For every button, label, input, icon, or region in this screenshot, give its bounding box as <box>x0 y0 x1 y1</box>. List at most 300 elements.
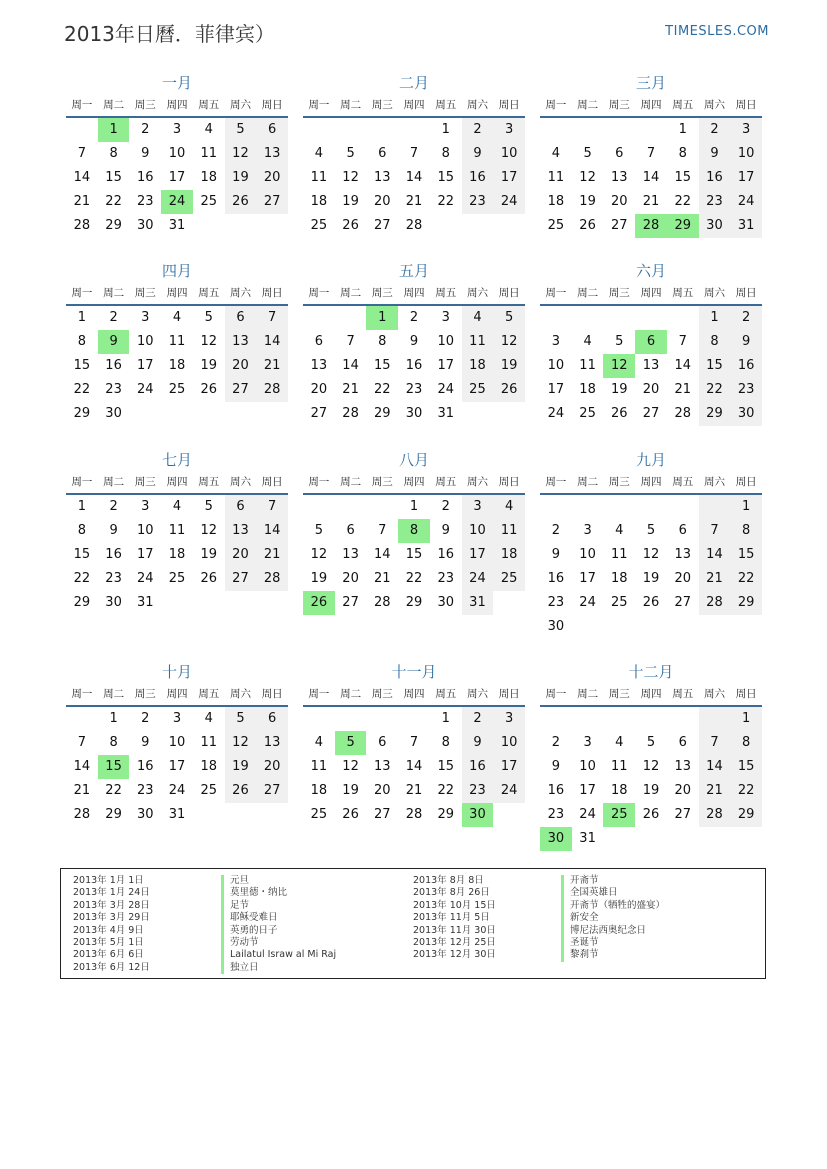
empty-day <box>603 118 635 142</box>
empty-day <box>398 118 430 142</box>
day-cell: 8 <box>77 523 86 538</box>
week-row <box>66 707 288 731</box>
day-cell: 6 <box>615 146 624 161</box>
day-cell: 9 <box>551 759 560 774</box>
empty-day <box>225 591 257 615</box>
day-cell: 7 <box>646 146 656 161</box>
weekday-label: 周日 <box>498 688 520 700</box>
weekday-header <box>303 471 525 495</box>
day-cell: 13 <box>642 358 660 373</box>
day-cell: 12 <box>642 759 660 774</box>
month-2 <box>303 72 525 238</box>
weekday-label: 周一 <box>71 287 93 299</box>
day-cell: 18 <box>462 354 494 378</box>
month-4 <box>66 260 288 426</box>
day-cell: 2 <box>409 310 419 325</box>
week-row <box>66 755 288 779</box>
holiday-date: 2013年 3月 29日 <box>73 912 150 924</box>
day-cell: 4 <box>172 310 182 325</box>
day-cell: 9 <box>141 146 150 161</box>
empty-day <box>540 306 572 330</box>
day-cell: 29 <box>667 214 699 238</box>
weekday-label: 周日 <box>261 688 283 700</box>
day-cell: 24 <box>730 190 762 214</box>
day-cell: 2 <box>109 310 118 325</box>
day-cell: 14 <box>699 755 731 779</box>
day-cell: 21 <box>405 783 423 798</box>
day-cell: 22 <box>105 194 122 209</box>
day-cell: 27 <box>256 779 288 803</box>
empty-day <box>635 707 667 731</box>
day-cell: 3 <box>172 122 182 137</box>
day-cell: 30 <box>462 803 494 827</box>
day-cell: 23 <box>547 595 565 610</box>
weekday-label: 周二 <box>103 287 125 299</box>
day-cell: 8 <box>109 735 118 750</box>
empty-day <box>335 495 367 519</box>
day-cell: 20 <box>642 382 660 397</box>
day-cell: 25 <box>200 194 217 209</box>
day-cell: 3 <box>462 495 494 519</box>
day-cell: 13 <box>342 547 359 562</box>
day-cell: 22 <box>105 783 122 798</box>
week-row <box>303 402 525 426</box>
day-cell: 1 <box>109 711 118 726</box>
weekday-label: 周日 <box>735 476 757 488</box>
day-cell: 28 <box>342 406 359 421</box>
day-cell: 27 <box>611 218 628 233</box>
weekday-label: 周三 <box>134 688 156 700</box>
weekday-header <box>540 282 762 306</box>
day-cell: 19 <box>642 571 660 586</box>
day-cell: 17 <box>137 358 154 373</box>
day-cell: 4 <box>204 711 213 726</box>
weekday-label: 周一 <box>545 287 567 299</box>
holiday-name: 劳动节 <box>221 937 336 949</box>
day-cell: 13 <box>225 330 257 354</box>
day-cell: 21 <box>374 571 391 586</box>
day-cell: 15 <box>98 755 130 779</box>
weekday-label: 周二 <box>103 99 125 111</box>
weekday-header <box>66 94 288 118</box>
empty-day <box>493 803 525 827</box>
day-cell: 5 <box>346 146 355 161</box>
week-row <box>303 166 525 190</box>
empty-day <box>462 402 494 426</box>
empty-day <box>256 214 288 238</box>
day-cell: 5 <box>646 735 656 750</box>
day-cell: 19 <box>342 783 359 798</box>
weekday-label: 周四 <box>166 688 188 700</box>
empty-day <box>430 214 462 238</box>
day-cell: 13 <box>256 142 288 166</box>
day-cell: 27 <box>374 807 391 822</box>
weekday-label: 周六 <box>229 99 251 111</box>
day-cell: 18 <box>200 170 217 185</box>
day-cell: 5 <box>314 523 323 538</box>
day-cell: 6 <box>225 306 257 330</box>
weekday-label: 周日 <box>261 99 283 111</box>
day-cell: 15 <box>437 170 454 185</box>
empty-day <box>699 615 731 639</box>
week-row <box>303 543 525 567</box>
empty-day <box>193 402 225 426</box>
weekday-label: 周一 <box>308 99 330 111</box>
day-cell: 8 <box>441 735 450 750</box>
day-cell: 11 <box>168 523 186 538</box>
day-cell: 6 <box>256 118 288 142</box>
weekday-label: 周五 <box>198 287 220 299</box>
month-row <box>66 449 762 639</box>
day-cell: 22 <box>73 571 91 586</box>
month-name: 五月 <box>398 262 429 280</box>
day-cell: 5 <box>225 118 257 142</box>
week-row <box>540 731 762 755</box>
brand-link[interactable]: TIMESLES.COM <box>665 24 769 39</box>
day-cell: 16 <box>137 759 154 774</box>
weekday-label: 周六 <box>229 287 251 299</box>
weekday-label: 周一 <box>545 476 567 488</box>
holiday-dates-left <box>73 875 150 974</box>
day-cell: 1 <box>77 310 86 325</box>
week-row <box>66 543 288 567</box>
day-cell: 29 <box>730 803 762 827</box>
holiday-date: 2013年 4月 9日 <box>73 924 144 936</box>
empty-day <box>225 803 257 827</box>
day-cell: 25 <box>168 571 186 586</box>
empty-day <box>398 707 430 731</box>
week-row <box>303 803 525 827</box>
weekday-label: 周日 <box>498 476 520 488</box>
week-row <box>66 731 288 755</box>
day-cell: 26 <box>642 595 660 610</box>
day-cell: 15 <box>730 543 762 567</box>
weekday-label: 周日 <box>735 287 757 299</box>
week-row <box>66 214 288 238</box>
day-cell: 27 <box>342 595 359 610</box>
day-cell: 9 <box>551 547 560 562</box>
day-cell: 27 <box>674 595 691 610</box>
day-cell: 29 <box>73 595 91 610</box>
weekday-label: 周一 <box>308 688 330 700</box>
day-cell: 15 <box>405 547 423 562</box>
empty-day <box>366 707 398 731</box>
day-cell: 28 <box>256 378 288 402</box>
day-cell: 30 <box>437 595 454 610</box>
empty-day <box>335 118 367 142</box>
day-cell: 22 <box>405 571 423 586</box>
day-cell: 23 <box>437 571 454 586</box>
day-cell: 16 <box>547 571 565 586</box>
empty-day <box>603 827 635 851</box>
day-cell: 3 <box>583 735 592 750</box>
weekday-label: 周六 <box>466 99 488 111</box>
weekday-label: 周五 <box>198 688 220 700</box>
day-cell: 7 <box>409 735 419 750</box>
holiday-names-left <box>221 875 336 974</box>
day-cell: 8 <box>109 146 118 161</box>
day-cell: 1 <box>98 118 130 142</box>
day-cell: 17 <box>730 166 762 190</box>
day-cell: 12 <box>342 170 359 185</box>
day-cell: 22 <box>437 194 454 209</box>
empty-day <box>540 707 572 731</box>
day-cell: 23 <box>105 571 122 586</box>
week-row <box>66 567 288 591</box>
weekday-label: 周五 <box>672 99 694 111</box>
day-cell: 1 <box>441 122 450 137</box>
day-cell: 21 <box>256 543 288 567</box>
weekday-label: 周三 <box>608 99 630 111</box>
weekday-label: 周二 <box>103 476 125 488</box>
day-cell: 28 <box>374 595 391 610</box>
weekday-label: 周四 <box>640 476 662 488</box>
day-cell: 11 <box>200 735 217 750</box>
weekday-label: 周六 <box>703 688 725 700</box>
weekday-label: 周五 <box>198 476 220 488</box>
day-cell: 26 <box>200 571 217 586</box>
month-row <box>66 72 762 238</box>
day-cell: 29 <box>405 595 423 610</box>
day-cell: 14 <box>256 519 288 543</box>
month-12 <box>540 661 762 851</box>
weekday-label: 周四 <box>403 99 425 111</box>
day-cell: 11 <box>611 547 628 562</box>
day-cell: 11 <box>200 146 217 161</box>
weekday-header <box>303 683 525 707</box>
day-cell: 10 <box>730 142 762 166</box>
day-cell: 12 <box>642 547 660 562</box>
empty-day <box>303 118 335 142</box>
week-row <box>540 707 762 731</box>
weekday-label: 周二 <box>577 287 599 299</box>
day-cell: 13 <box>674 759 691 774</box>
week-row <box>303 142 525 166</box>
day-cell: 27 <box>256 190 288 214</box>
empty-day <box>603 707 635 731</box>
day-cell: 2 <box>551 735 560 750</box>
month-name: 八月 <box>398 451 429 469</box>
day-cell: 17 <box>437 358 454 373</box>
week-row <box>66 591 288 615</box>
empty-day <box>493 591 525 615</box>
day-cell: 8 <box>678 146 687 161</box>
week-row <box>303 591 525 615</box>
day-cell: 3 <box>441 310 450 325</box>
day-cell: 24 <box>161 190 193 214</box>
week-row <box>540 378 762 402</box>
day-cell: 26 <box>342 218 359 233</box>
day-cell: 27 <box>674 807 691 822</box>
day-cell: 19 <box>200 547 217 562</box>
weekday-label: 周六 <box>229 476 251 488</box>
week-row <box>540 214 762 238</box>
empty-day <box>256 402 288 426</box>
weekday-label: 周五 <box>435 287 457 299</box>
day-cell: 25 <box>200 783 217 798</box>
day-cell: 30 <box>405 406 423 421</box>
day-cell: 14 <box>73 759 91 774</box>
day-cell: 19 <box>611 382 628 397</box>
empty-day <box>256 591 288 615</box>
day-cell: 18 <box>310 194 328 209</box>
day-cell: 24 <box>579 807 596 822</box>
day-cell: 4 <box>314 735 323 750</box>
day-cell: 28 <box>635 214 667 238</box>
weekday-label: 周一 <box>71 688 93 700</box>
day-cell: 24 <box>493 190 525 214</box>
empty-day <box>225 214 257 238</box>
day-cell: 22 <box>699 378 731 402</box>
day-cell: 24 <box>137 382 154 397</box>
day-cell: 17 <box>579 783 596 798</box>
weekday-label: 周一 <box>545 99 567 111</box>
empty-day <box>66 707 98 731</box>
week-row <box>66 779 288 803</box>
week-row <box>540 190 762 214</box>
week-row <box>540 166 762 190</box>
month-name: 十月 <box>161 663 192 681</box>
day-cell: 14 <box>374 547 391 562</box>
day-cell: 18 <box>168 358 186 373</box>
day-cell: 21 <box>699 779 731 803</box>
day-cell: 9 <box>699 142 731 166</box>
day-cell: 25 <box>611 595 628 610</box>
weekday-label: 周三 <box>371 688 393 700</box>
day-cell: 24 <box>437 382 454 397</box>
day-cell: 18 <box>310 783 328 798</box>
day-cell: 14 <box>405 759 423 774</box>
weekday-label: 周日 <box>735 99 757 111</box>
day-cell: 11 <box>611 759 628 774</box>
holiday-date: 2013年 11月 5日 <box>413 912 490 924</box>
day-cell: 14 <box>699 543 731 567</box>
empty-day <box>667 827 699 851</box>
day-cell: 11 <box>168 334 186 349</box>
day-cell: 25 <box>168 382 186 397</box>
day-cell: 9 <box>109 523 118 538</box>
empty-day <box>335 306 367 330</box>
day-cell: 23 <box>730 378 762 402</box>
day-cell: 15 <box>437 759 454 774</box>
empty-day <box>699 707 731 731</box>
empty-day <box>667 615 699 639</box>
holiday-name: 博尼法西奥纪念日 <box>561 925 665 937</box>
weekday-label: 周三 <box>608 287 630 299</box>
weekday-label: 周五 <box>435 99 457 111</box>
weekday-label: 周六 <box>466 688 488 700</box>
week-row <box>540 567 762 591</box>
day-cell: 6 <box>378 735 387 750</box>
week-row <box>66 495 288 519</box>
day-cell: 16 <box>462 166 494 190</box>
day-cell: 4 <box>172 499 182 514</box>
day-cell: 5 <box>583 146 592 161</box>
week-row <box>303 354 525 378</box>
day-cell: 26 <box>493 378 525 402</box>
month-name: 七月 <box>161 451 192 469</box>
day-cell: 20 <box>611 194 628 209</box>
day-cell: 22 <box>374 382 391 397</box>
holiday-date: 2013年 6月 6日 <box>73 949 144 961</box>
day-cell: 25 <box>310 807 328 822</box>
day-cell: 27 <box>310 406 328 421</box>
weekday-header <box>66 683 288 707</box>
day-cell: 4 <box>615 523 624 538</box>
holiday-date: 2013年 12月 25日 <box>413 936 496 948</box>
holiday-date: 2013年 1月 24日 <box>73 887 150 899</box>
day-cell: 12 <box>310 547 328 562</box>
day-cell: 19 <box>200 358 217 373</box>
day-cell: 6 <box>635 330 667 354</box>
weekday-label: 周四 <box>640 287 662 299</box>
empty-day <box>303 306 335 330</box>
day-cell: 20 <box>310 382 328 397</box>
week-row <box>540 306 762 330</box>
day-cell: 18 <box>493 543 525 567</box>
weekday-label: 周四 <box>640 99 662 111</box>
day-cell: 8 <box>441 146 450 161</box>
holiday-name: 独立日 <box>221 962 336 974</box>
day-cell: 1 <box>366 306 398 330</box>
weekday-header <box>303 94 525 118</box>
month-5 <box>303 260 525 426</box>
weekday-label: 周二 <box>103 688 125 700</box>
month-row <box>66 661 762 851</box>
weekday-label: 周三 <box>134 287 156 299</box>
day-cell: 18 <box>611 571 628 586</box>
day-cell: 11 <box>579 358 596 373</box>
month-name: 四月 <box>161 262 192 280</box>
day-cell: 19 <box>225 166 257 190</box>
weekday-label: 周一 <box>308 476 330 488</box>
day-cell: 21 <box>699 567 731 591</box>
day-cell: 22 <box>730 779 762 803</box>
day-cell: 23 <box>137 783 154 798</box>
empty-day <box>572 615 604 639</box>
day-cell: 4 <box>462 306 494 330</box>
weekday-label: 周四 <box>166 99 188 111</box>
day-cell: 28 <box>405 807 423 822</box>
day-cell: 13 <box>256 731 288 755</box>
day-cell: 30 <box>137 807 154 822</box>
day-cell: 20 <box>674 571 691 586</box>
weekday-label: 周三 <box>371 99 393 111</box>
day-cell: 7 <box>77 146 86 161</box>
day-cell: 1 <box>699 306 731 330</box>
day-cell: 13 <box>374 759 391 774</box>
day-cell: 5 <box>204 310 213 325</box>
day-cell: 28 <box>674 406 691 421</box>
holiday-date: 2013年 5月 1日 <box>73 936 144 948</box>
day-cell: 15 <box>699 354 731 378</box>
day-cell: 3 <box>493 118 525 142</box>
day-cell: 23 <box>105 382 122 397</box>
weekday-header <box>66 471 288 495</box>
day-cell: 12 <box>225 142 257 166</box>
day-cell: 12 <box>200 523 217 538</box>
day-cell: 21 <box>73 194 91 209</box>
week-row <box>540 118 762 142</box>
day-cell: 19 <box>342 194 359 209</box>
day-cell: 24 <box>579 595 596 610</box>
day-cell: 20 <box>256 166 288 190</box>
week-row <box>540 354 762 378</box>
day-cell: 11 <box>547 170 565 185</box>
day-cell: 24 <box>168 783 186 798</box>
day-cell: 21 <box>674 382 691 397</box>
day-cell: 17 <box>137 547 154 562</box>
